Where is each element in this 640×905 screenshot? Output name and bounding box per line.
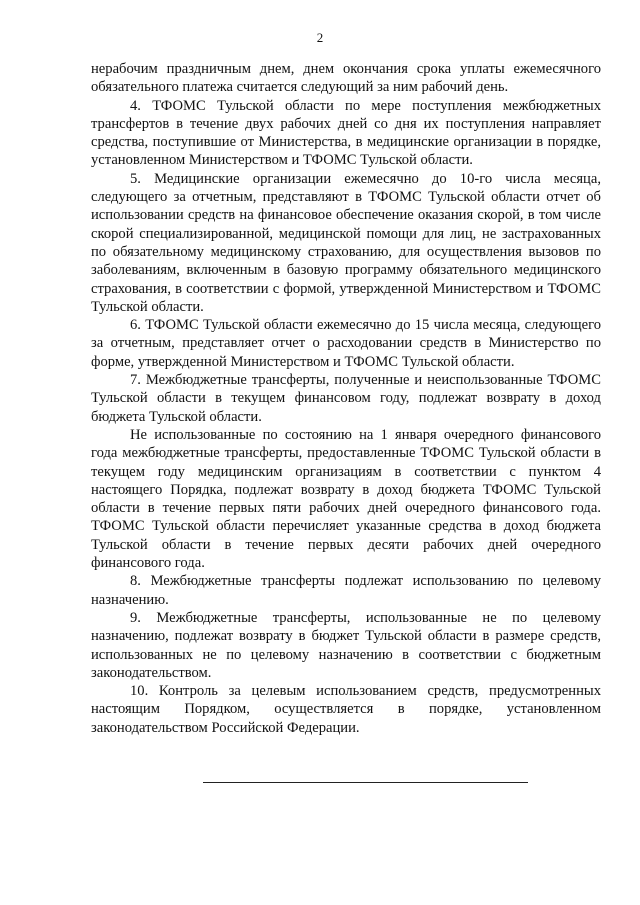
- document-body: [91, 60, 601, 737]
- paragraph-item-7: 7. Межбюджетные трансферты, полученные и неиспользованные ТФОМС Тульской области в текущем финансовом году, подлежат возврату в доход бюджета Тульской области.: [91, 372, 601, 425]
- paragraph-continuation: нерабочим праздничным днем, днем окончания срока уплаты ежемесячного обязательного платежа считается следующий за ним рабочий день.: [91, 61, 601, 96]
- closing-rule: [203, 782, 528, 783]
- paragraph-item-7-continued: Не использованные по состоянию на 1 января очередного финансового года межбюджетные трансферты, предоставленные ТФОМС Тульской области в текущем году медицинским организациям в соответствии с пунктом 4 настоящего Порядка, подлежат возврату в доход бюджета ТФОМС Тульской области в течение первых пяти рабочих дней очередного финансового года. ТФОМС Тульской области перечисляет указанные средства в доход бюджета Тульской области в течение первых десяти рабочих дней очередного финансового года.: [91, 426, 601, 572]
- paragraph-item-9: 9. Межбюджетные трансферты, использованные не по целевому назначению, подлежат возврату в бюджет Тульской области в размере средств, использованных не по целевому назначению в соответствии с бюджетным законодательством.: [91, 609, 601, 681]
- paragraph-item-10: 10. Контроль за целевым использованием средств, предусмотренных настоящим Порядком, осуществляется в порядке, установленном законодательством Российской Федерации.: [91, 683, 601, 736]
- paragraph-item-5: 5. Медицинские организации ежемесячно до 10-го числа месяца, следующего за отчетным, представляют в ТФОМС Тульской области отчет об использовании средств на финансовое обеспечение оказания скорой, в том числе скорой специализированной, медицинской помощи для лиц, не застрахованных по обязательному медицинскому страхованию, для осуществления вызовов по заболеваниям, включенным в базовую программу обязательного медицинского страхования, в соответствии с формой, утвержденной Министерством и ТФОМС Тульской области.: [91, 170, 601, 315]
- paragraph-item-6: 6. ТФОМС Тульской области ежемесячно до 15 числа месяца, следующего за отчетным, представляет отчет о расходовании средств в Министерство по форме, утвержденной Министерством и ТФОМС Тульской области.: [91, 317, 601, 370]
- paragraph-item-8: 8. Межбюджетные трансферты подлежат использованию по целевому назначению.: [91, 573, 601, 608]
- page-number: 2: [316, 30, 324, 45]
- paragraph-item-4: 4. ТФОМС Тульской области по мере поступления межбюджетных трансфертов в течение двух рабочих дней со дня их поступления направляет средства, поступившие от Министерства, в медицинские организации в порядке, установленном Министерством и ТФОМС Тульской области.: [91, 97, 601, 169]
